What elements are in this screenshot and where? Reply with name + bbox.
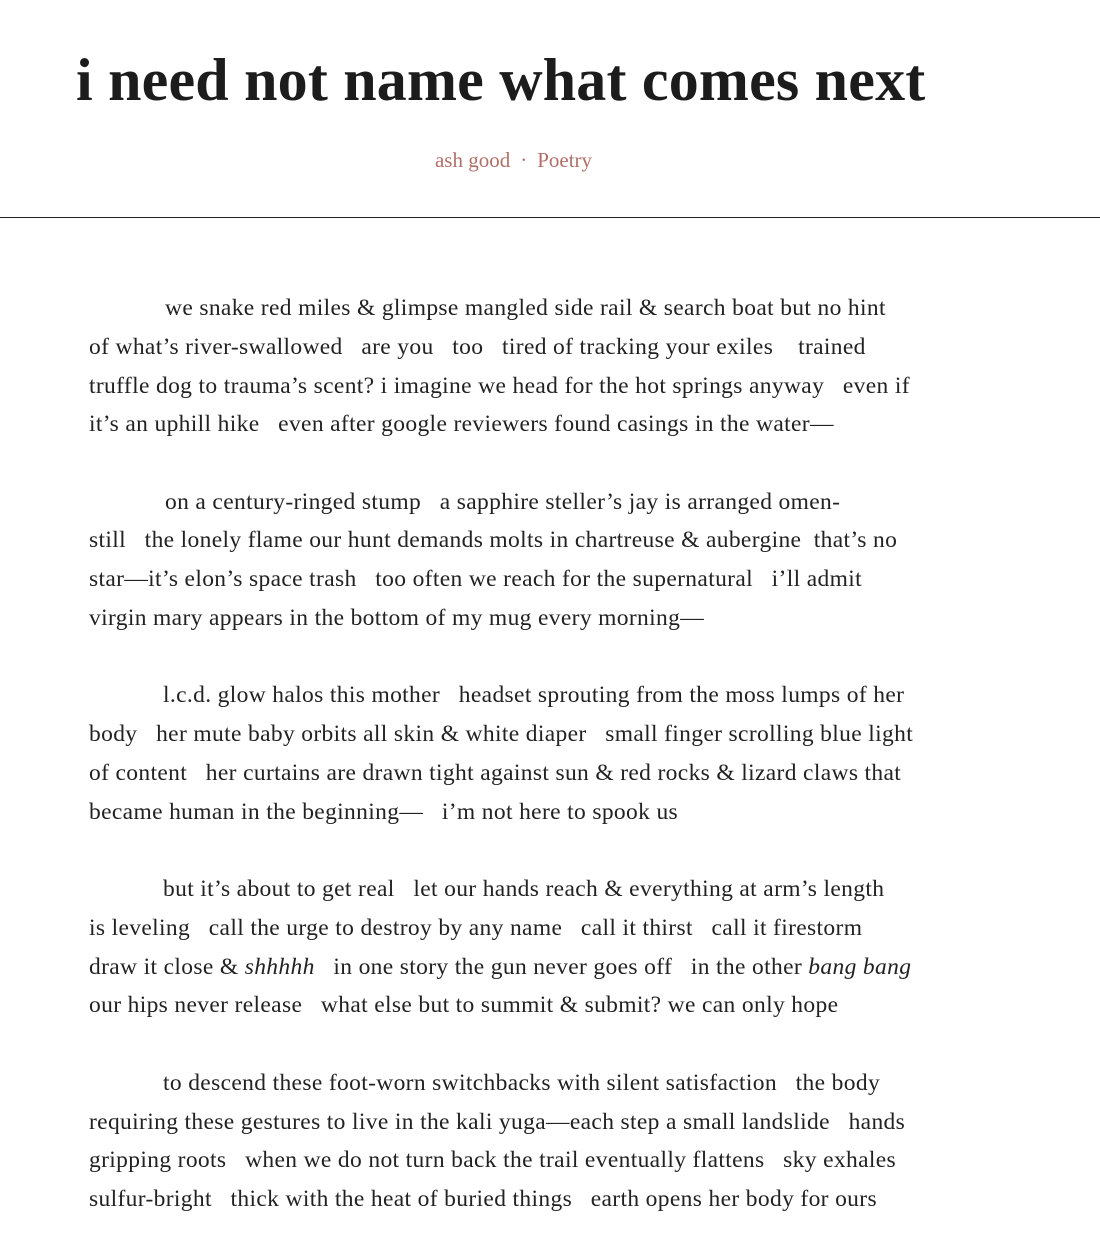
post-header [0, 0, 1100, 218]
poem-line: to descend these foot-worn switchbacks with silent satisfaction the body [163, 1069, 881, 1096]
stanza-5 [89, 1064, 1079, 1219]
poem-line [89, 948, 1079, 987]
poem-line: truffle dog to trauma’s scent? i imagine we head for the hot springs anyway even if [89, 372, 910, 399]
poem-text-italic: bang bang [808, 953, 912, 980]
author-link[interactable]: ash good [434, 148, 511, 172]
poem-line: l.c.d. glow halos this mother headset sprouting from the moss lumps of her [163, 682, 905, 709]
poem-line: still the lonely flame our hunt demands molts in chartreuse & aubergine that’s no [89, 527, 898, 554]
poem-line: we snake red miles & glimpse mangled side rail & search boat but no hint [165, 295, 886, 321]
post-meta [0, 144, 1027, 176]
meta-separator: · [520, 148, 528, 172]
poem-line: of content her curtains are drawn tight against sun & red rocks & lizard claws that [89, 759, 902, 786]
poem-line: became human in the beginning— i’m not here to spook us [89, 798, 679, 825]
poem-line: sulfur-bright thick with the heat of buried things earth opens her body for ours [89, 1186, 877, 1213]
poem-line: our hips never release what else but to summit & submit? we can only hope [89, 992, 839, 1019]
poem-line: but it’s about to get real let our hands reach & everything at arm’s length [163, 876, 885, 903]
poem-line: is leveling call the urge to destroy by any name call it thirst call it firestorm [89, 914, 863, 941]
poem-line: gripping roots when we do not turn back the trail eventually flattens sky exhales [89, 1147, 897, 1174]
stanza-4 [89, 870, 1079, 1025]
header-divider [0, 217, 1100, 218]
category-link[interactable]: Poetry [537, 148, 593, 172]
poem-line: body her mute baby orbits all skin & white diaper small finger scrolling blue light [89, 721, 914, 748]
stanza-1 [89, 289, 1079, 444]
poem-line: star—it’s elon’s space trash too often we reach for the supernatural i’ll admit [89, 566, 862, 593]
poem-line: of what’s river-swallowed are you too tired of tracking your exiles trained [89, 333, 866, 360]
poem-body [89, 289, 1079, 1257]
stanza-3 [89, 676, 1079, 831]
page-title: i need not name what comes next [76, 47, 926, 113]
poem-line: it’s an uphill hike even after google reviewers found casings in the water— [89, 411, 834, 438]
poem-text-italic: shhhhh [244, 953, 315, 980]
poem-line: on a century-ringed stump a sapphire steller’s jay is arranged omen- [165, 488, 841, 515]
poem-line: requiring these gestures to live in the kali yuga—each step a small landslide hands [89, 1108, 906, 1135]
stanza-2 [89, 483, 1079, 638]
poem-text: in one story the gun never goes off in the other [314, 953, 809, 980]
poem-text: draw it close & [89, 953, 245, 980]
poem-line: virgin mary appears in the bottom of my mug every morning— [89, 605, 705, 632]
